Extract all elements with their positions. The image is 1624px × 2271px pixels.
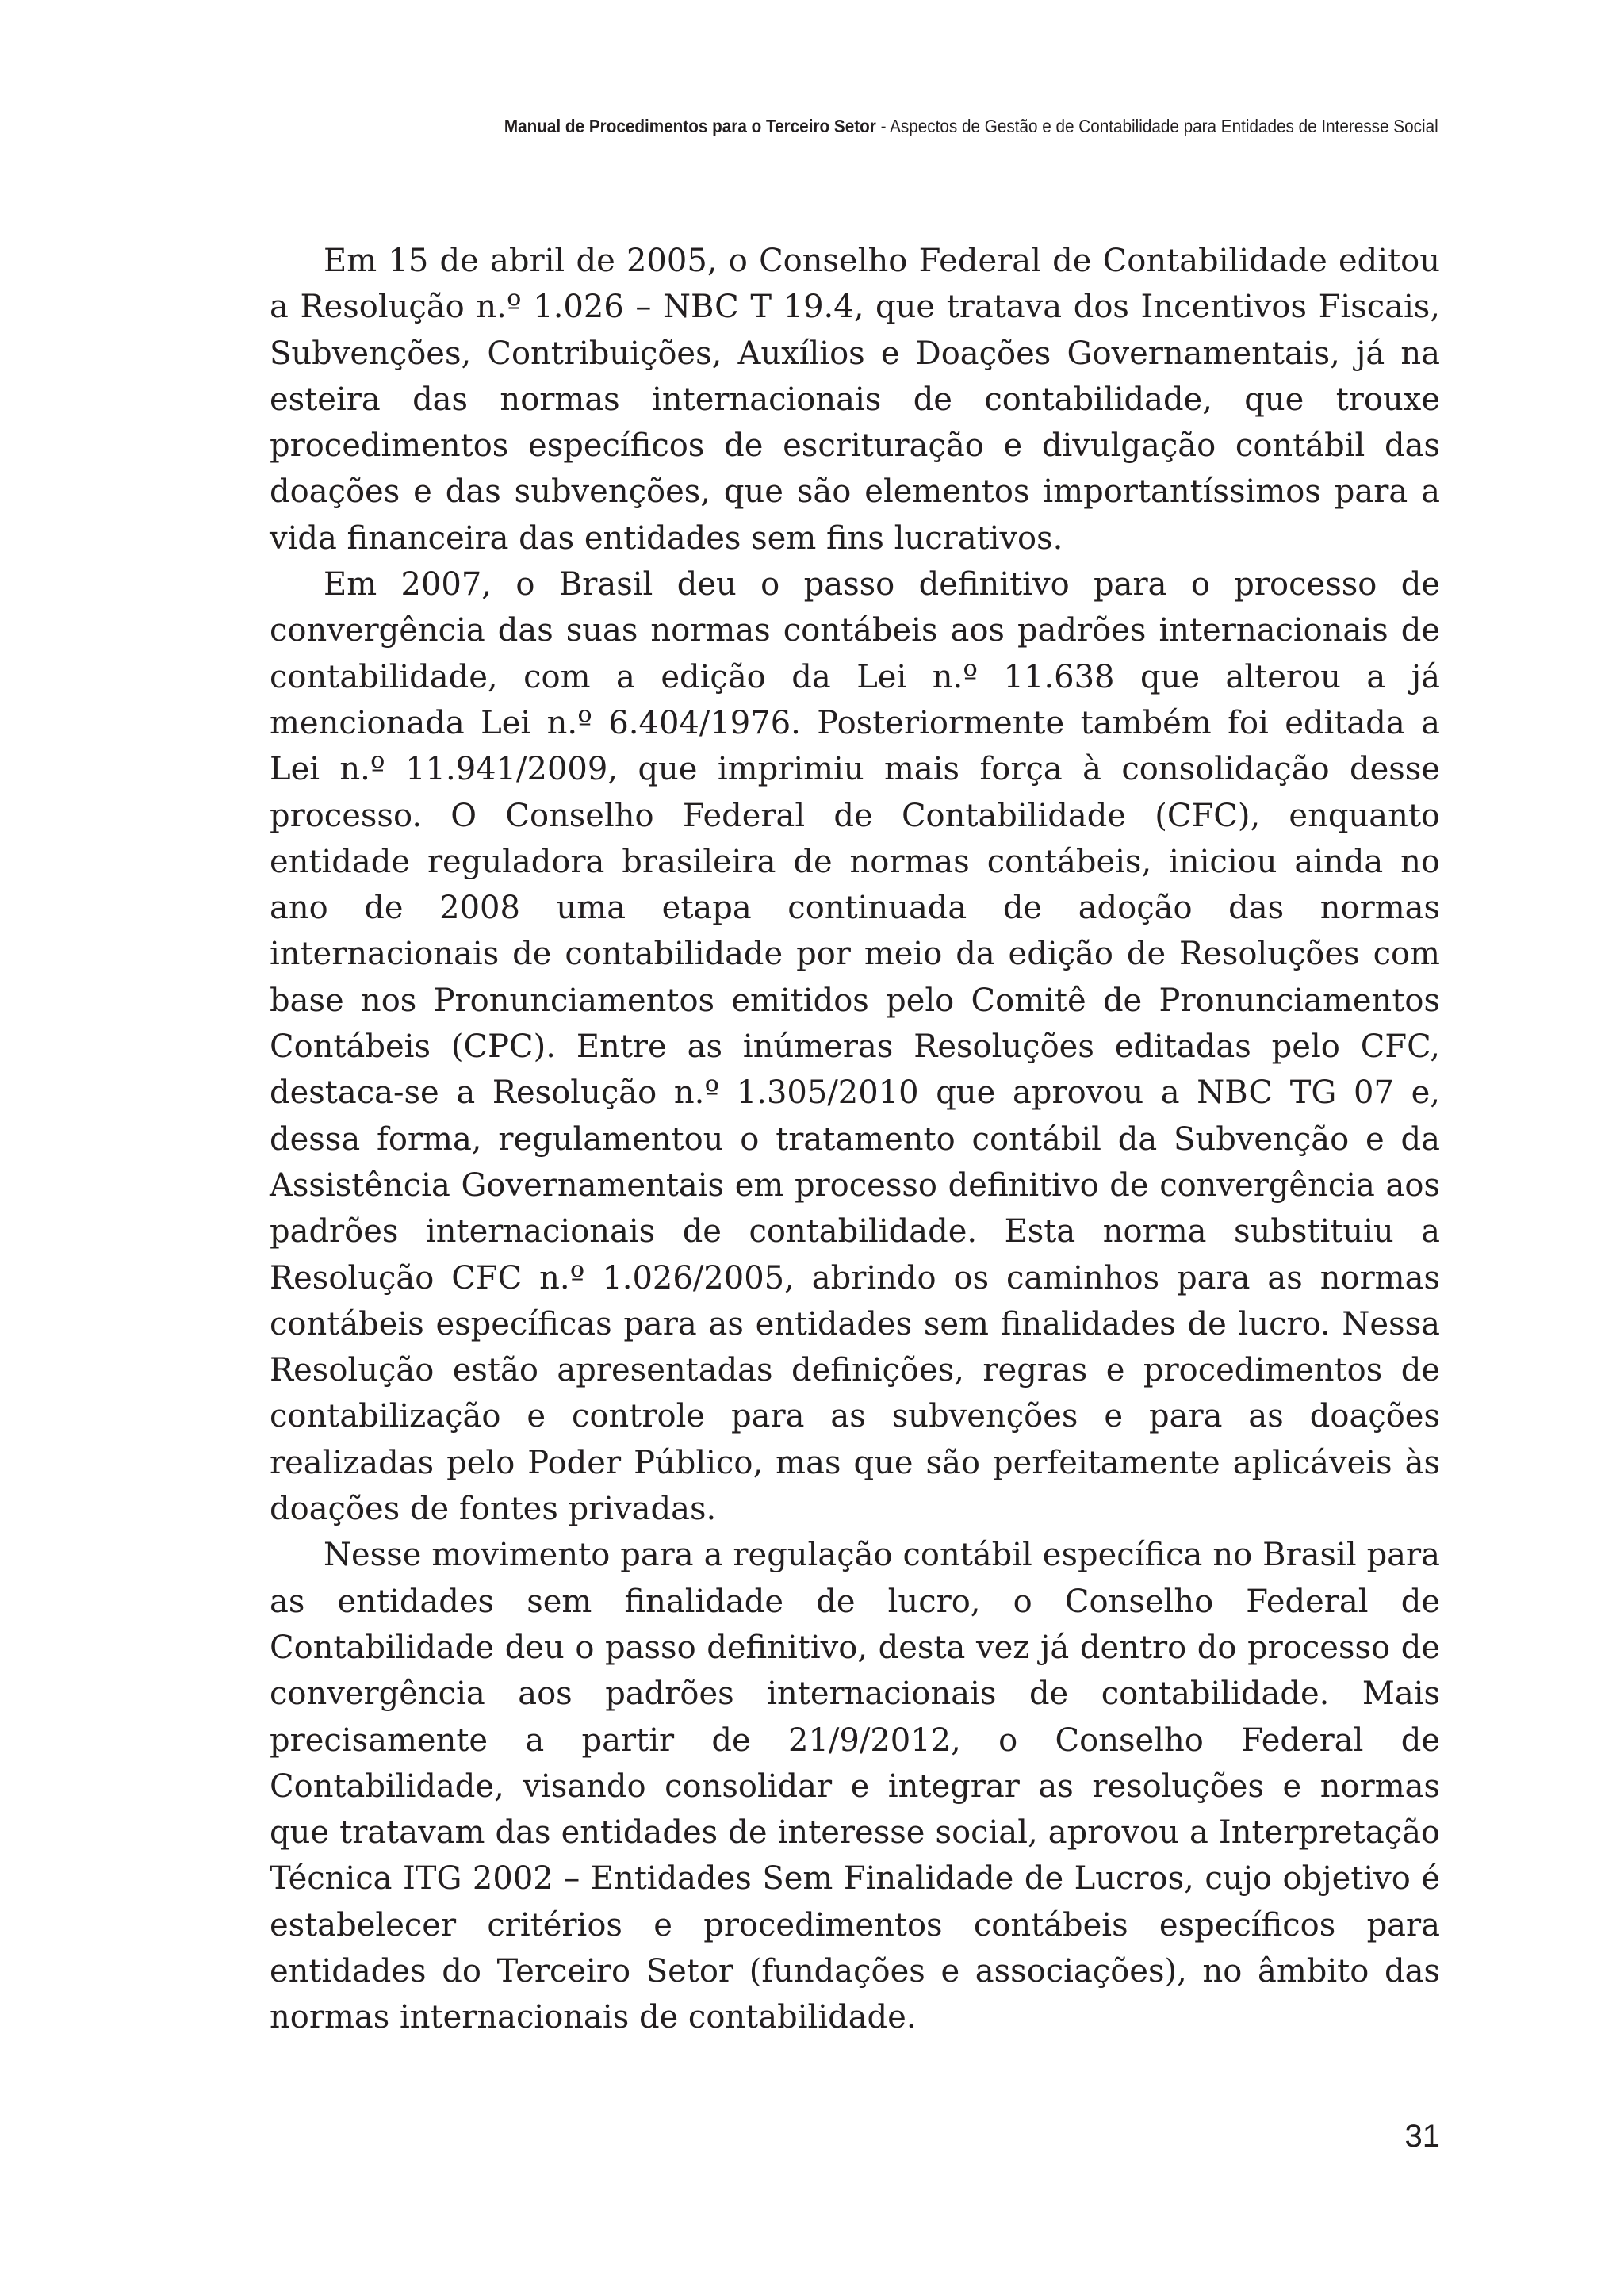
- page-number: 31: [1404, 2119, 1440, 2154]
- running-header: [504, 116, 1438, 137]
- header-separator: -: [876, 116, 891, 136]
- paragraph-1: Em 15 de abril de 2005, o Conselho Federal de Contabilidade editou a Resolução n.º 1.026 – NBC T 19.4, que tratava dos Incentivos Fiscais, Subvenções, Contribuições, Auxílios e Doações Governamentais, já na esteira das normas internacionais de contabilidade, que trouxe procedimentos específicos de escrituração e divulgação contábil das doações e das subvenções, que são elementos importantíssimos para a vida financeira das entidades sem fins lucrativos.: [270, 243, 1440, 557]
- header-title: Manual de Procedimentos para o Terceiro Setor: [504, 116, 877, 136]
- paragraph-3: Nesse movimento para a regulação contábil específica no Brasil para as entidades sem finalidade de lucro, o Conselho Federal de Contabilidade deu o passo definitivo, desta vez já dentro do processo de convergência aos padrões internacionais de contabilidade. Mais precisamente a partir de 21/9/2012, o Conselho Federal de Contabilidade, visando consolidar e integrar as resoluções e normas que tratavam das entidades de interesse social, aprovou a Interpretação Técnica ITG 2002 – Entidades Sem Finalidade de Lucros, cujo objetivo é estabelecer critérios e procedimentos contábeis específicos para entidades do Terceiro Setor (fundações e associações), no âmbito das normas internacionais de contabilidade.: [270, 1537, 1440, 2036]
- header-subtitle: Aspectos de Gestão e de Contabilidade para Entidades de Interesse Social: [890, 116, 1438, 136]
- body-text: [270, 238, 1440, 2041]
- paragraph-2: Em 2007, o Brasil deu o passo definitivo para o processo de convergência das suas normas contábeis aos padrões internacionais de contabilidade, com a edição da Lei n.º 11.638 que alterou a já mencionada Lei n.º 6.404/1976. Posteriormente também foi editada a Lei n.º 11.941/2009, que imprimiu mais força à consolidação desse processo. O Conselho Federal de Contabilidade (CFC), enquanto entidade reguladora brasileira de normas contábeis, iniciou ainda no ano de 2008 uma etapa continuada de adoção das normas internacionais de contabilidade por meio da edição de Resoluções com base nos Pronunciamentos emitidos pelo Comitê de Pronunciamentos Contábeis (CPC). Entre as inúmeras Resoluções editadas pelo CFC, destaca-se a Resolução n.º 1.305/2010 que aprovou a NBC TG 07 e, dessa forma, regulamentou o tratamento contábil da Subvenção e da Assistência Governamentais em processo definitivo de convergência aos padrões internacionais de contabilidade. Esta norma substituiu a Resolução CFC n.º 1.026/2005, abrindo os caminhos para as normas contábeis específicas para as entidades sem finalidades de lucro. Nessa Resolução estão apresentadas definições, regras e procedimentos de contabilização e controle para as subvenções e para as doações realizadas pelo Poder Público, mas que são perfeitamente aplicáveis às doações de fontes privadas.: [270, 566, 1440, 1528]
